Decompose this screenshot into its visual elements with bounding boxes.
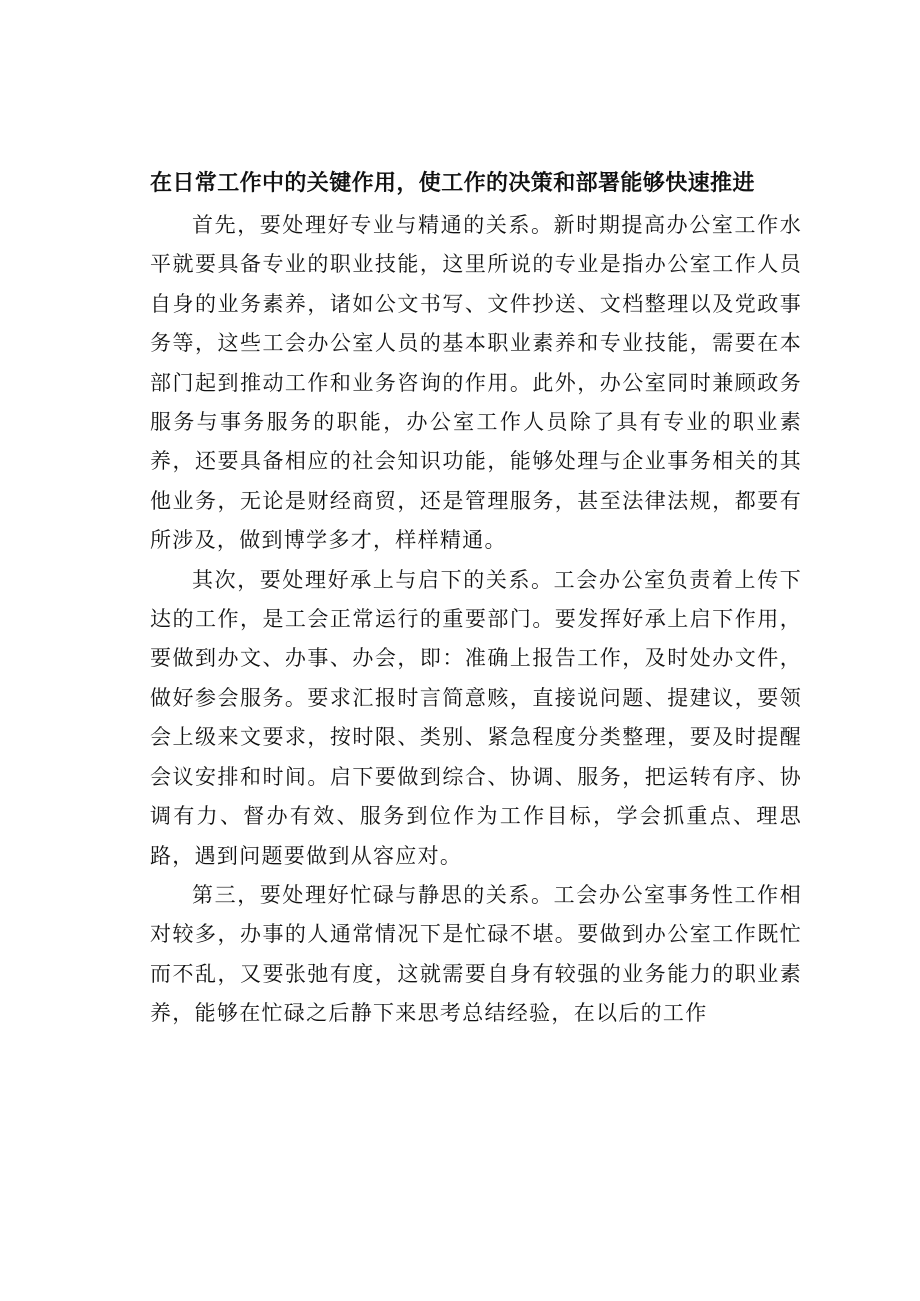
paragraph-professional-expertise: 首先，要处理好专业与精通的关系。新时期提高办公室工作水平就要具备专业的职业技能，这里所说的专业是指办公室工作人员自身的业务素养，诸如公文书写、文件抄送、文档整理以及党政事务等，这些工会办公室人员的基本职业素养和专业技能，需要在本部门起到推动工作和业务咨询的作用。此外，办公室同时兼顾政务服务与事务服务的职能，办公室工作人员除了具有专业的职业素养，还要具备相应的社会知识功能，能够处理与企业事务相关的其他业务，无论是财经商贸，还是管理服务，甚至法律法规，都要有所涉及，做到博学多才，样样精通。 (150, 213, 802, 553)
continued-heading-line: 在日常工作中的关键作用，使工作的决策和部署能够快速推进 (150, 171, 755, 196)
paragraph-upward-downward: 其次，要处理好承上与启下的关系。工会办公室负责着上传下达的工作，是工会正常运行的重要部门。要发挥好承上启下作用，要做到办文、办事、办会，即：准确上报告工作，及时处办文件，做好参会服务。要求汇报时言简意赅，直接说问题、提建议，要领会上级来文要求，按时限、类别、紧急程度分类整理，要及时提醒会议安排和时间。启下要做到综合、协调、服务，把运转有序、协调有力、督办有效、服务到位作为工作目标，学会抓重点、理思路，遇到问题要做到从容应对。 (150, 567, 802, 868)
body-text (150, 206, 802, 1034)
paragraph-busy-reflection: 第三，要处理好忙碌与静思的关系。工会办公室事务性工作相对较多，办事的人通常情况下是忙碌不堪。要做到办公室工作既忙而不乱，又要张弛有度，这就需要自身有较强的业务能力的职业素养，能够在忙碌之后静下来思考总结经验，在以后的工作 (150, 882, 802, 1026)
